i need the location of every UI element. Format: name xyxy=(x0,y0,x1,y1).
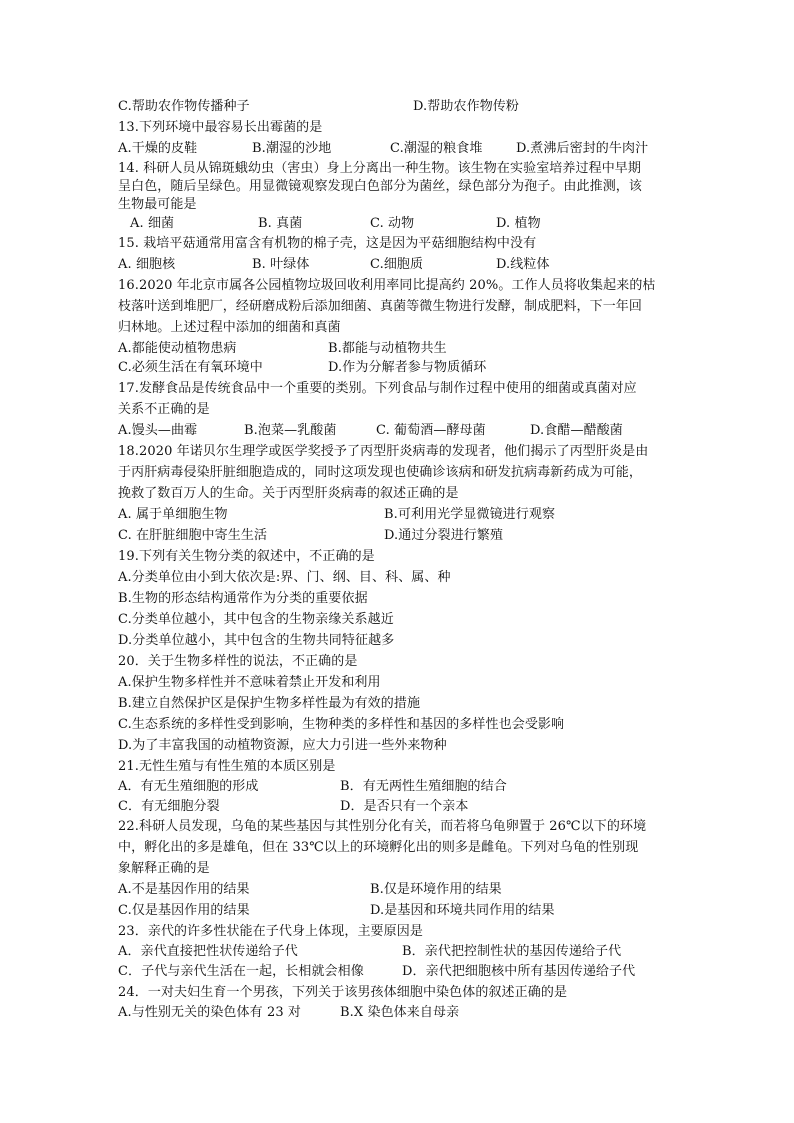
q15-stem: 15. 栽培平菇通常用富含有机物的棉子壳，这是因为平菇细胞结构中没有 xyxy=(118,236,537,251)
q20-option-d: D.为了丰富我国的动植物资源，应大力引进一些外来物种 xyxy=(118,738,447,753)
q13-option-d: D.煮沸后密封的牛肉汁 xyxy=(516,141,649,156)
q16-option-a: A.都能使动植物患病 xyxy=(118,341,237,356)
q22-option-c: C.仅是基因作用的结果 xyxy=(118,903,250,918)
q12-option-c: C.帮助农作物传播种子 xyxy=(118,99,250,114)
q16-option-c: C.必须生活在有氧环境中 xyxy=(118,360,263,375)
q23-option-b: B．亲代把控制性状的基因传递给子代 xyxy=(402,944,622,959)
q23-stem: 23．亲代的许多性状能在子代身上体现，主要原因是 xyxy=(118,924,423,939)
q22-stem-line-3: 象解释正确的是 xyxy=(118,861,210,876)
q24-option-a: A.与性别无关的染色体有 23 对 xyxy=(118,1005,302,1020)
q20-option-a: A.保护生物多样性并不意味着禁止开发和利用 xyxy=(118,675,381,690)
q16-stem-line-1: 16.2020 年北京市属各公园植物垃圾回收利用率同比提高约 20%。工作人员将收集起来的枯 xyxy=(118,278,656,293)
q12-option-d: D.帮助农作物传粉 xyxy=(413,99,519,114)
q22-option-d: D.是基因和环境共同作用的结果 xyxy=(370,903,555,918)
q15-option-d: D.线粒体 xyxy=(496,257,550,272)
q17-option-a: A.馒头—曲霉 xyxy=(118,423,198,438)
q19-option-d: D.分类单位越小，其中包含的生物共同特征越多 xyxy=(118,633,395,648)
q18-option-b: B.可利用光学显微镜进行观察 xyxy=(384,507,556,522)
q17-option-d: D.食醋—醋酸菌 xyxy=(530,423,623,438)
q18-stem-line-2: 于丙肝病毒侵染肝脏细胞造成的，同时这项发现也使确诊该病和研发抗病毒新药成为可能， xyxy=(118,465,643,480)
q17-option-b: B.泡菜—乳酸菌 xyxy=(244,423,337,438)
q17-stem-line-2: 关系不正确的是 xyxy=(118,402,210,417)
q23-option-a: A．亲代直接把性状传递给子代 xyxy=(118,944,298,959)
q17-option-c: C. 葡萄酒—酵母菌 xyxy=(376,423,486,438)
q14-option-a: A. 细菌 xyxy=(130,216,175,231)
q21-stem: 21.无性生殖与有性生殖的本质区别是 xyxy=(118,759,336,774)
q22-option-a: A.不是基因作用的结果 xyxy=(118,882,250,897)
q22-stem-line-2: 中，孵化出的多是雄龟，但在 33℃以上的环境孵化出的则多是雌龟。下列对乌龟的性别现 xyxy=(118,840,639,855)
q19-option-a: A.分类单位由小到大依次是:界、门、纲、目、科、属、种 xyxy=(118,570,451,585)
q16-stem-line-2: 枝落叶送到堆肥厂，经研磨成粉后添加细菌、真菌等微生物进行发酵，制成肥料，下一年回 xyxy=(118,299,643,314)
q13-stem: 13.下列环境中最容易长出霉菌的是 xyxy=(118,120,323,135)
q18-option-c: C. 在肝脏细胞中寄生生活 xyxy=(118,528,268,543)
q14-option-b: B. 真菌 xyxy=(258,216,303,231)
q19-stem: 19.下列有关生物分类的叙述中，不正确的是 xyxy=(118,549,375,564)
q23-option-c: C．子代与亲代生活在一起，长相就会相像 xyxy=(118,964,364,979)
q23-option-d: D．亲代把细胞核中所有基因传递给子代 xyxy=(402,964,636,979)
q14-option-c: C. 动物 xyxy=(370,216,415,231)
q21-option-c: C．有无细胞分裂 xyxy=(118,799,220,814)
q21-option-b: B．有无两性生殖细胞的结合 xyxy=(340,779,507,794)
q22-stem-line-1: 22.科研人员发现，乌龟的某些基因与其性别分化有关，而若将乌龟卵置于 26℃以下的环境 xyxy=(118,819,647,834)
q18-option-a: A. 属于单细胞生物 xyxy=(118,507,228,522)
q13-option-c: C.潮湿的粮食堆 xyxy=(390,141,483,156)
q14-stem-line-3: 生物最可能是 xyxy=(118,197,197,212)
q19-option-b: B.生物的形态结构通常作为分类的重要依据 xyxy=(118,591,368,606)
q18-stem-line-1: 18.2020 年诺贝尔生理学或医学奖授予了丙型肝炎病毒的发现者，他们揭示了丙型肝炎是由 xyxy=(118,444,649,459)
q14-option-d: D. 植物 xyxy=(496,216,541,231)
q15-option-a: A. 细胞核 xyxy=(118,257,176,272)
q24-option-b: B.X 染色体来自母亲 xyxy=(340,1005,460,1020)
q16-option-b: B.都能与动植物共生 xyxy=(328,341,447,356)
q16-stem-line-3: 归林地。上述过程中添加的细菌和真菌 xyxy=(118,320,341,335)
q15-option-c: C.细胞质 xyxy=(370,257,424,272)
q14-stem-line-2: 呈白色，随后呈绿色。用显微镜观察发现白色部分为菌丝，绿色部分为孢子。由此推测，该 xyxy=(118,179,643,194)
q18-stem-line-3: 挽救了数百万人的生命。关于丙型肝炎病毒的叙述正确的是 xyxy=(118,486,459,501)
q22-option-b: B.仅是环境作用的结果 xyxy=(370,882,502,897)
q17-stem-line-1: 17.发酵食品是传统食品中一个重要的类别。下列食品与制作过程中使用的细菌或真菌对应 xyxy=(118,381,637,396)
q20-option-c: C.生态系统的多样性受到影响，生物种类的多样性和基因的多样性也会受影响 xyxy=(118,717,565,732)
q15-option-b: B. 叶绿体 xyxy=(252,257,310,272)
q18-option-d: D.通过分裂进行繁殖 xyxy=(384,528,504,543)
q21-option-a: A．有无生殖细胞的形成 xyxy=(118,779,259,794)
q13-option-b: B.潮湿的沙地 xyxy=(252,141,332,156)
q19-option-c: C.分类单位越小，其中包含的生物亲缘关系越近 xyxy=(118,612,394,627)
q13-option-a: A.干燥的皮鞋 xyxy=(118,141,198,156)
q24-stem: 24．一对夫妇生育一个男孩，下列关于该男孩体细胞中染色体的叙述正确的是 xyxy=(118,985,568,1000)
q20-stem: 20．关于生物多样性的说法，不正确的是 xyxy=(118,654,358,669)
q21-option-d: D．是否只有一个亲本 xyxy=(340,799,469,814)
q14-stem-line-1: 14. 科研人员从锦斑蛾幼虫（害虫）身上分离出一种生物。该生物在实验室培养过程中早期 xyxy=(118,161,642,176)
q20-option-b: B.建立自然保护区是保护生物多样性最为有效的措施 xyxy=(118,696,421,711)
q16-option-d: D.作为分解者参与物质循环 xyxy=(328,360,487,375)
